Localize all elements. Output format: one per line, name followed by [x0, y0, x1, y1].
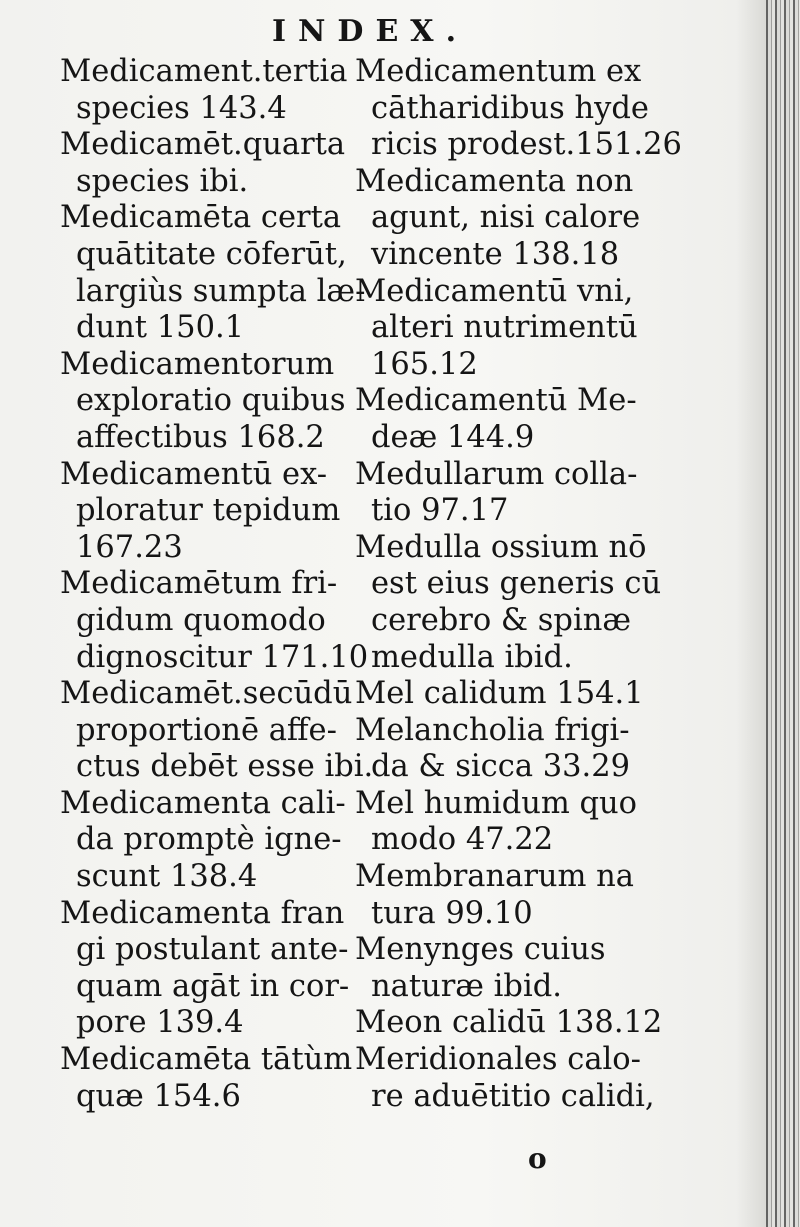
index-entry-line: dunt 150.1	[76, 310, 245, 346]
index-entry-line: proportionē affe-	[76, 712, 337, 748]
index-entry-line: 167.23	[76, 529, 183, 565]
index-entry	[355, 1005, 663, 1042]
index-entry-line: deæ 144.9	[371, 419, 535, 455]
index-entry-line: 165.12	[371, 346, 478, 382]
index-entry-line: Membranarum na	[355, 859, 634, 895]
index-entry-line: Medulla ossium nō	[355, 529, 647, 565]
index-entry	[355, 457, 655, 530]
index-entry-line: medulla ibid.	[371, 639, 573, 675]
signature-mark: o	[528, 1142, 547, 1175]
index-entry-line: est eius generis cū	[371, 566, 662, 602]
index-entry-line: Medicamentū vni,	[355, 273, 634, 309]
index-entry	[355, 164, 655, 274]
index-entry-line: species ibi.	[76, 163, 249, 199]
index-entry	[60, 347, 350, 457]
book-gutter	[766, 0, 800, 1227]
index-entry-line: Medicamenta cali-	[60, 785, 346, 821]
index-entry-line: modo 47.22	[371, 822, 554, 858]
index-entry	[60, 127, 350, 200]
index-entry-line: re aduētitio calidi,	[371, 1078, 655, 1114]
index-entry-line: quæ 154.6	[76, 1078, 241, 1114]
index-entry	[355, 529, 662, 676]
index-entry	[355, 1042, 655, 1115]
index-entry-line: quātitate cōferūt,	[76, 236, 347, 272]
index-entry-line: Menynges cuius	[355, 932, 606, 968]
index-entry-line: pore 139.4	[76, 1005, 244, 1041]
index-entry	[60, 676, 374, 786]
index-entry	[355, 713, 655, 786]
index-entry-line: Meon calidū 138.12	[355, 1005, 663, 1041]
index-entry-line: dignoscitur 171.10	[76, 639, 369, 675]
index-entry-line: affectibus 168.2	[76, 419, 325, 455]
index-entry-line: naturæ ibid.	[371, 968, 562, 1004]
index-entry-line: Mel calidum 154.1	[355, 676, 644, 712]
index-entry	[60, 200, 366, 346]
index-column-right	[355, 54, 682, 1115]
index-entry	[355, 932, 655, 1005]
index-entry-line: ctus debēt esse ibi.	[76, 749, 374, 785]
index-entry-line: Medicamenta fran	[60, 895, 345, 931]
index-entry-line: da promptè igne-	[76, 822, 342, 858]
index-entry-line: Mel humidum quo	[355, 785, 638, 821]
index-entry-line: ploratur tepidum	[76, 493, 341, 529]
index-entry-line: cerebro & spinæ	[371, 602, 632, 638]
index-entry-line: Medicamentum ex	[355, 54, 642, 89]
index-entry-line: tio 97.17	[371, 493, 509, 529]
index-entry	[355, 274, 655, 384]
index-entry-line: tura 99.10	[371, 895, 533, 931]
index-entry	[355, 54, 682, 164]
index-entry-line: gidum quomodo	[76, 602, 326, 638]
index-entry-line: cātharidibus hyde	[371, 90, 649, 126]
index-entry-line: gi postulant ante-	[76, 932, 349, 968]
page-header: INDEX.	[271, 14, 469, 49]
index-entry	[355, 786, 655, 859]
index-entry-line: ricis prodest.151.26	[371, 127, 682, 163]
index-entry-line: largiùs sumpta læ-	[76, 273, 366, 309]
index-entry-line: Meridionales calo-	[355, 1042, 641, 1078]
index-entry	[60, 896, 350, 1042]
index-entry-line: Medicamentorum	[60, 346, 335, 382]
index-entry	[355, 859, 655, 932]
index-entry-line: Medicamentū ex-	[60, 456, 328, 492]
index-entry-line: Medullarum colla-	[355, 456, 638, 492]
index-entry	[60, 1042, 353, 1115]
index-entry-line: exploratio quibus	[76, 383, 346, 419]
index-entry-line: Medicamenta non	[355, 163, 634, 199]
index-entry	[355, 676, 655, 713]
index-entry-line: species 143.4	[76, 90, 287, 126]
index-entry-line: Medicamēta certa	[60, 200, 342, 236]
index-entry-line: Medicamēt.secūdū	[60, 676, 353, 712]
index-entry-line: Medicamentū Me-	[355, 383, 637, 419]
index-entry-line: da & sicca 33.29	[371, 749, 631, 785]
index-entry-line: quam agāt in cor-	[76, 968, 350, 1004]
index-entry-line: Medicamētum fri-	[60, 566, 338, 602]
index-entry	[60, 457, 350, 567]
index-entry-line: agunt, nisi calore	[371, 200, 641, 236]
index-entry-line: Medicament.tertia	[60, 54, 348, 89]
index-entry	[355, 383, 655, 456]
index-entry-line: Medicamēta tātùm	[60, 1042, 353, 1078]
index-entry	[60, 566, 369, 676]
index-entry-line: Medicamēt.quarta	[60, 127, 346, 163]
index-column-left	[60, 54, 374, 1115]
index-entry-line: scunt 138.4	[76, 859, 258, 895]
index-entry	[60, 54, 350, 127]
index-entry	[60, 786, 350, 896]
index-entry-line: Melancholia frigi-	[355, 712, 630, 748]
index-entry-line: vincente 138.18	[371, 236, 620, 272]
index-entry-line: alteri nutrimentū	[371, 310, 638, 346]
